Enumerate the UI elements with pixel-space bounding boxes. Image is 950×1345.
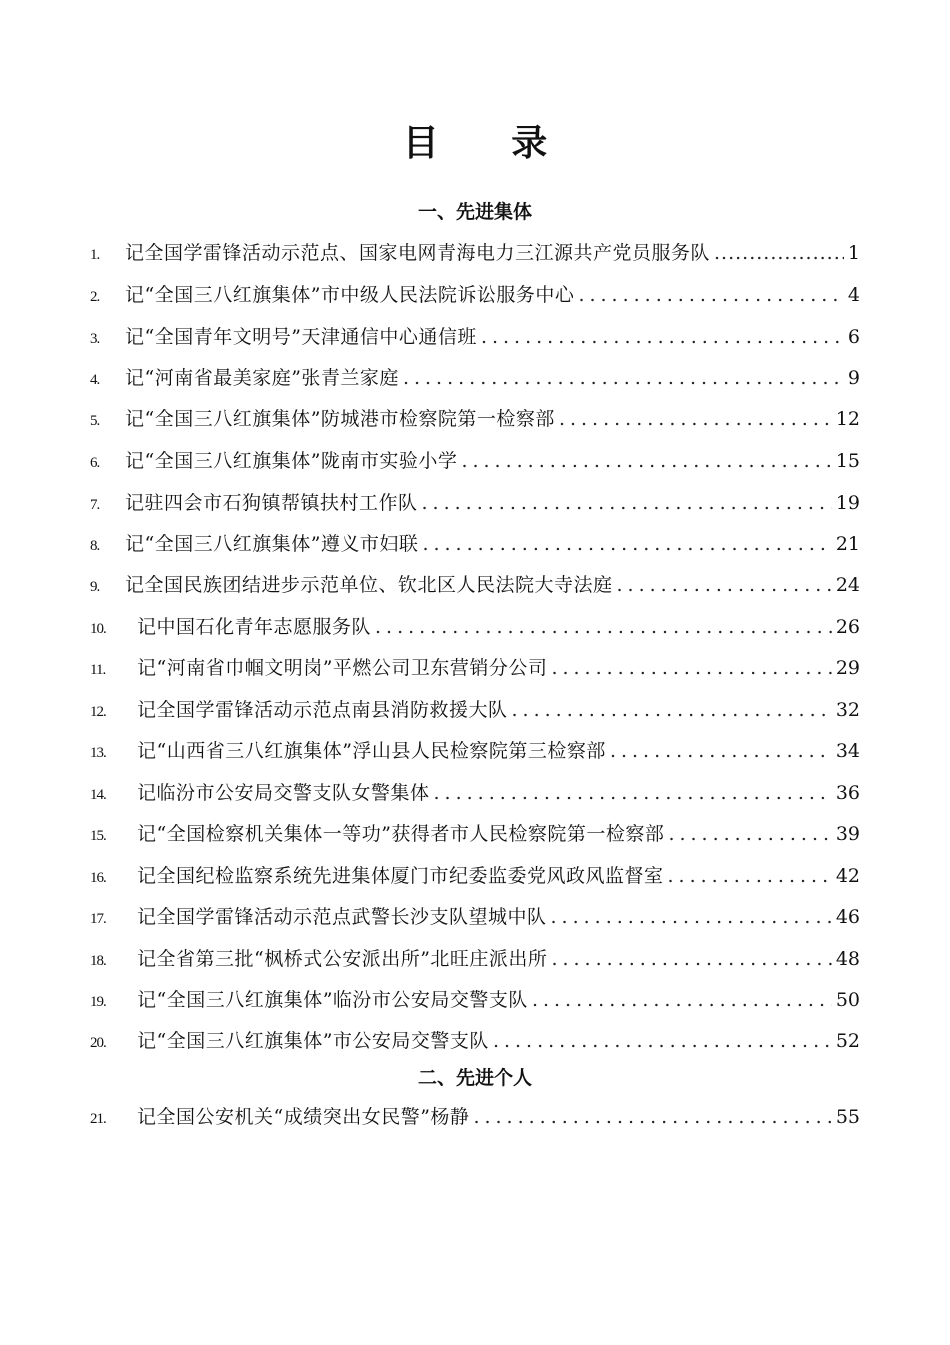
toc-entry-page: 26 xyxy=(835,616,860,638)
toc-entry-page: 29 xyxy=(835,657,860,679)
toc-entry-page: 9 xyxy=(847,367,860,389)
toc-dot-leader xyxy=(610,736,832,766)
toc-entry[interactable] xyxy=(90,280,860,310)
toc-entry-page: 34 xyxy=(835,740,860,762)
toc-entry-title: 记“全国检察机关集体一等功”获得者市人民检察院第一检察部 xyxy=(137,823,665,845)
toc-entry-title: 记“全国三八红旗集体”陇南市实验小学 xyxy=(125,450,458,472)
toc-entry[interactable] xyxy=(90,363,860,393)
toc-entry-number: 17. xyxy=(90,911,106,927)
toc-entry[interactable] xyxy=(90,985,860,1015)
toc-entry-number: 8. xyxy=(90,538,100,554)
toc-entry-number: 1. xyxy=(90,247,100,263)
toc-entry-title: 记全省第三批“枫桥式公安派出所”北旺庄派出所 xyxy=(137,948,548,970)
toc-dot-leader xyxy=(422,529,831,559)
toc-entry-page: 21 xyxy=(835,533,860,555)
toc-entry-title: 记全国学雷锋活动示范点、国家电网青海电力三江源共产党员服务队 xyxy=(125,242,711,264)
toc-entry-title: 记“全国三八红旗集体”遵义市妇联 xyxy=(125,533,419,555)
toc-entry-number: 14. xyxy=(90,787,106,803)
toc-entry-page: 15 xyxy=(835,450,860,472)
toc-dot-leader xyxy=(493,1026,832,1056)
toc-entry[interactable] xyxy=(90,778,860,808)
toc-dot-leader xyxy=(434,778,832,808)
toc-entry[interactable] xyxy=(90,902,860,932)
toc-entry-title: 记“山西省三八红旗集体”浮山县人民检察院第三检察部 xyxy=(137,740,606,762)
toc-dot-leader xyxy=(551,902,832,932)
toc-entry-page: 42 xyxy=(835,865,860,887)
toc-entry-number: 2. xyxy=(90,289,100,305)
toc-entry-title: 记全国学雷锋活动示范点南县消防救援大队 xyxy=(137,699,508,721)
page-title: 目 录 xyxy=(402,123,578,164)
toc-entry-page: 52 xyxy=(835,1030,860,1052)
toc-dot-leader xyxy=(512,695,832,725)
toc-entry[interactable] xyxy=(90,1026,860,1056)
toc-dot-leader xyxy=(578,280,843,310)
toc-entry[interactable] xyxy=(90,404,860,434)
toc-entry-page: 1 xyxy=(847,242,860,264)
toc-entry-number: 6. xyxy=(90,455,100,471)
toc-entry-number: 19. xyxy=(90,994,106,1010)
toc-dot-leader xyxy=(532,985,832,1015)
toc-entry-number: 12. xyxy=(90,704,106,720)
toc-entry[interactable] xyxy=(90,653,860,683)
toc-entry-number: 5. xyxy=(90,413,100,429)
toc-entry-page: 24 xyxy=(835,574,860,596)
toc-dot-leader xyxy=(473,1102,831,1132)
toc-entry-number: 16. xyxy=(90,870,106,886)
toc-dot-leader xyxy=(714,238,844,268)
toc-entry-page: 39 xyxy=(835,823,860,845)
toc-entry-number: 10. xyxy=(90,621,106,637)
toc-entry-title: 记“全国三八红旗集体”市中级人民法院诉讼服务中心 xyxy=(125,284,575,306)
toc-entry-title: 记“全国三八红旗集体”市公安局交警支队 xyxy=(137,1030,489,1052)
toc-entry[interactable] xyxy=(90,1102,860,1132)
toc-entry-page: 32 xyxy=(835,699,860,721)
toc-dot-leader xyxy=(617,570,832,600)
toc-entry-title: 记“全国三八红旗集体”临汾市公安局交警支队 xyxy=(137,989,528,1011)
toc-entry-number: 7. xyxy=(90,497,100,513)
toc-entry-number: 11. xyxy=(90,662,106,678)
toc-entry[interactable] xyxy=(90,736,860,766)
toc-entry-title: 记驻四会市石狗镇帮镇扶村工作队 xyxy=(125,492,418,514)
section-heading-individuals: 二、先进个人 xyxy=(417,1067,532,1089)
toc-dot-leader xyxy=(551,653,831,683)
toc-dot-leader xyxy=(559,404,832,434)
toc-dot-leader xyxy=(422,488,832,518)
toc-dot-leader xyxy=(668,861,832,891)
toc-entry-number: 18. xyxy=(90,953,106,969)
toc-entry-number: 15. xyxy=(90,828,106,844)
toc-entry-page: 55 xyxy=(835,1106,860,1128)
toc-entry[interactable] xyxy=(90,446,860,476)
toc-dot-leader xyxy=(375,612,832,642)
toc-entry-number: 13. xyxy=(90,745,106,761)
toc-dot-leader xyxy=(461,446,831,476)
toc-entry-title: 记中国石化青年志愿服务队 xyxy=(137,616,372,638)
toc-entry-title: 记全国公安机关“成绩突出女民警”杨静 xyxy=(137,1106,470,1128)
toc-entry-page: 6 xyxy=(847,326,860,348)
toc-entry-number: 9. xyxy=(90,579,100,595)
toc-entry-number: 3. xyxy=(90,331,100,347)
toc-entry-page: 4 xyxy=(847,284,860,306)
toc-entry-number: 21. xyxy=(90,1111,106,1127)
toc-dot-leader xyxy=(668,819,831,849)
toc-dot-leader xyxy=(481,322,844,352)
toc-entry-page: 46 xyxy=(835,906,860,928)
toc-entry[interactable] xyxy=(90,322,860,352)
toc-entry-title: 记“全国三八红旗集体”防城港市检察院第一检察部 xyxy=(125,408,555,430)
toc-entry-title: 记全国民族团结进步示范单位、钦北区人民法院大寺法庭 xyxy=(125,574,613,596)
toc-entry-title: 记“河南省最美家庭”张青兰家庭 xyxy=(125,367,399,389)
toc-entry[interactable] xyxy=(90,861,860,891)
toc-entry[interactable] xyxy=(90,695,860,725)
toc-entry[interactable] xyxy=(90,488,860,518)
section-heading-collectives: 一、先进集体 xyxy=(417,201,532,223)
toc-entry-page: 50 xyxy=(835,989,860,1011)
toc-entry-number: 20. xyxy=(90,1035,106,1051)
toc-entry-title: 记全国学雷锋活动示范点武警长沙支队望城中队 xyxy=(137,906,547,928)
toc-entry[interactable] xyxy=(90,819,860,849)
toc-dot-leader xyxy=(403,363,844,393)
toc-entry-number: 4. xyxy=(90,372,100,388)
toc-entry[interactable] xyxy=(90,944,860,974)
toc-entry[interactable] xyxy=(90,570,860,600)
toc-entry[interactable] xyxy=(90,612,860,642)
toc-entry-title: 记临汾市公安局交警支队女警集体 xyxy=(137,782,430,804)
toc-entry-title: 记全国纪检监察系统先进集体厦门市纪委监委党风政风监督室 xyxy=(137,865,664,887)
toc-entry[interactable] xyxy=(90,529,860,559)
toc-entry-page: 48 xyxy=(835,948,860,970)
toc-entry-title: 记“全国青年文明号”天津通信中心通信班 xyxy=(125,326,477,348)
toc-entry-page: 19 xyxy=(835,492,860,514)
toc-entry[interactable] xyxy=(90,238,860,268)
toc-dot-leader xyxy=(551,944,831,974)
toc-entry-page: 12 xyxy=(835,408,860,430)
toc-entry-title: 记“河南省巾帼文明岗”平燃公司卫东营销分公司 xyxy=(137,657,548,679)
toc-entry-page: 36 xyxy=(835,782,860,804)
